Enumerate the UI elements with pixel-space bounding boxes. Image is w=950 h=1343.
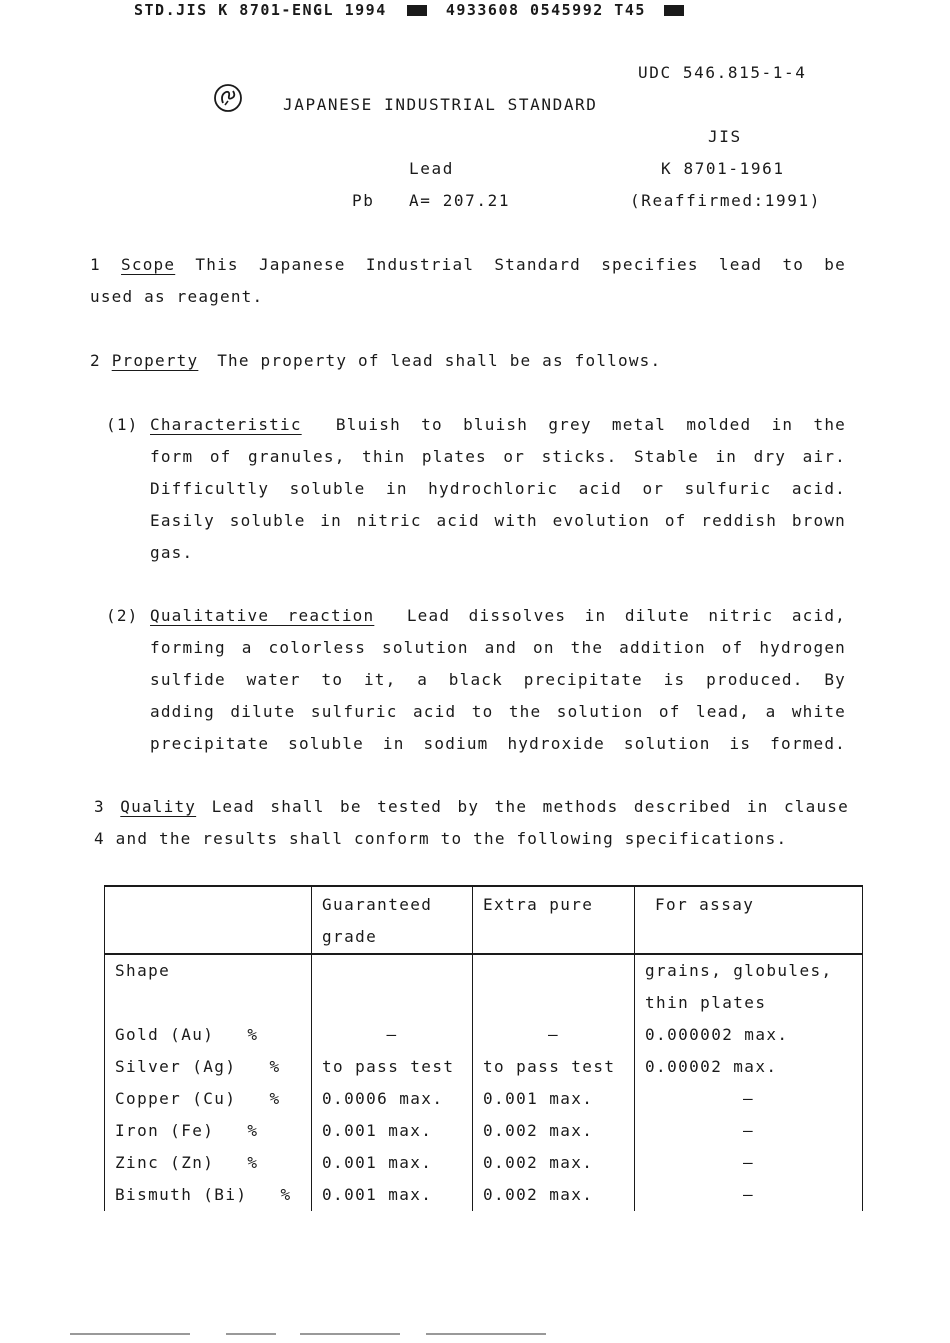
- table-cell: Zinc (Zn) %: [105, 1147, 312, 1179]
- item-text-line: gas.: [150, 543, 194, 562]
- item-text-line: Difficultly soluble in hydrochloric acid or sulfuric acid.: [150, 479, 846, 498]
- table-cell: to pass test: [312, 1051, 473, 1083]
- table-row: [105, 954, 863, 1019]
- table-cell: grains, globules, thin plates: [635, 954, 863, 1019]
- section-number: 2: [90, 351, 101, 370]
- item-heading-qualitative-reaction: Qualitative reaction: [150, 606, 375, 625]
- table-cell: [473, 954, 635, 1019]
- item-text-line: precipitate soluble in sodium hydroxide solution is formed.: [150, 734, 846, 753]
- table-cell: Bismuth (Bi) %: [105, 1179, 312, 1211]
- table-cell: Shape: [105, 954, 312, 1019]
- item-text-line: Bluish to bluish grey metal molded in the: [335, 415, 846, 434]
- table-cell: –: [635, 1147, 863, 1179]
- table-header-row: [105, 886, 863, 954]
- header-strip-codes: 4933608 0545992 T45: [445, 1, 646, 19]
- org-name: JAPANESE INDUSTRIAL STANDARD: [283, 95, 598, 114]
- jis-mark-icon: [213, 83, 243, 113]
- scan-artifact: [226, 1333, 276, 1335]
- table-cell: 0.002 max.: [473, 1115, 635, 1147]
- table-cell: Copper (Cu) %: [105, 1083, 312, 1115]
- table-row: [105, 1083, 863, 1115]
- standard-number: K 8701-1961: [661, 159, 785, 178]
- table-cell: 0.001 max.: [312, 1147, 473, 1179]
- table-header-cell: [105, 886, 312, 954]
- table-header-cell: For assay: [635, 886, 863, 954]
- chemical-symbol: Pb: [352, 191, 375, 210]
- scan-artifact: [300, 1333, 400, 1335]
- jis-label: JIS: [708, 127, 742, 146]
- item-text-line: Easily soluble in nitric acid with evolution of reddish brown: [150, 511, 846, 530]
- atomic-weight: A= 207.21: [409, 191, 511, 210]
- section-number: 3: [94, 797, 105, 816]
- section-heading-property: Property: [111, 351, 199, 370]
- quality-text-line: Lead shall be tested by the methods described in clause: [211, 797, 849, 816]
- item-number: (1): [106, 415, 139, 434]
- table-cell: –: [635, 1115, 863, 1147]
- black-block: [664, 5, 684, 16]
- reaffirmed-date: (Reaffirmed:1991): [630, 191, 821, 210]
- table-cell: [312, 954, 473, 1019]
- scan-artifact: [70, 1333, 190, 1335]
- table-cell: 0.001 max.: [473, 1083, 635, 1115]
- item-text-line: form of granules, thin plates or sticks. Stable in dry air.: [150, 447, 846, 466]
- table-cell: –: [635, 1083, 863, 1115]
- table-header-cell: Extra pure: [473, 886, 635, 954]
- item-text-line: sulfide water to it, a black precipitate is produced. By: [150, 670, 846, 689]
- udc-number: UDC 546.815-1-4: [638, 63, 807, 82]
- page-title: Lead: [409, 159, 454, 178]
- table-cell: 0.000002 max.: [635, 1019, 863, 1051]
- item-text-line: Lead dissolves in dilute nitric acid,: [406, 606, 846, 625]
- black-block: [407, 5, 427, 16]
- table-row: [105, 1179, 863, 1211]
- property-text: The property of lead shall be as follows.: [217, 351, 662, 370]
- scope-text-line: This Japanese Industrial Standard specifies lead to be: [195, 255, 846, 274]
- section-property: [90, 345, 661, 377]
- item-characteristic: [150, 409, 846, 569]
- table-cell: –: [312, 1019, 473, 1051]
- table-cell: –: [473, 1019, 635, 1051]
- table-cell: Iron (Fe) %: [105, 1115, 312, 1147]
- section-heading-scope: Scope: [121, 255, 176, 274]
- table-row: [105, 1051, 863, 1083]
- table-cell: –: [635, 1179, 863, 1211]
- table-row: [105, 1019, 863, 1051]
- section-scope: [90, 249, 846, 313]
- scope-text-line: used as reagent.: [90, 287, 264, 306]
- header-strip-text: STD.JIS K 8701-ENGL 1994: [134, 1, 387, 19]
- section-quality: [94, 791, 849, 855]
- table-row: [105, 1147, 863, 1179]
- table-cell: to pass test: [473, 1051, 635, 1083]
- item-qualitative-reaction: [150, 600, 846, 760]
- specification-table: [104, 885, 863, 1211]
- table-cell: 0.001 max.: [312, 1179, 473, 1211]
- section-number: 1: [90, 255, 101, 274]
- table-cell: Gold (Au) %: [105, 1019, 312, 1051]
- table-row: [105, 1115, 863, 1147]
- header-strip: [134, 0, 684, 20]
- section-heading-quality: Quality: [120, 797, 197, 816]
- quality-text-line: 4 and the results shall conform to the following specifications.: [94, 829, 788, 848]
- table-cell: Silver (Ag) %: [105, 1051, 312, 1083]
- table-cell: 0.001 max.: [312, 1115, 473, 1147]
- scan-artifact: [426, 1333, 546, 1335]
- item-text-line: adding dilute sulfuric acid to the solution of lead, a white: [150, 702, 846, 721]
- item-text-line: forming a colorless solution and on the addition of hydrogen: [150, 638, 846, 657]
- item-heading-characteristic: Characteristic: [150, 415, 302, 434]
- table-cell: 0.002 max.: [473, 1147, 635, 1179]
- table-cell: 0.00002 max.: [635, 1051, 863, 1083]
- table-header-cell: Guaranteed grade: [312, 886, 473, 954]
- item-number: (2): [106, 606, 139, 625]
- table-cell: 0.002 max.: [473, 1179, 635, 1211]
- table-cell: 0.0006 max.: [312, 1083, 473, 1115]
